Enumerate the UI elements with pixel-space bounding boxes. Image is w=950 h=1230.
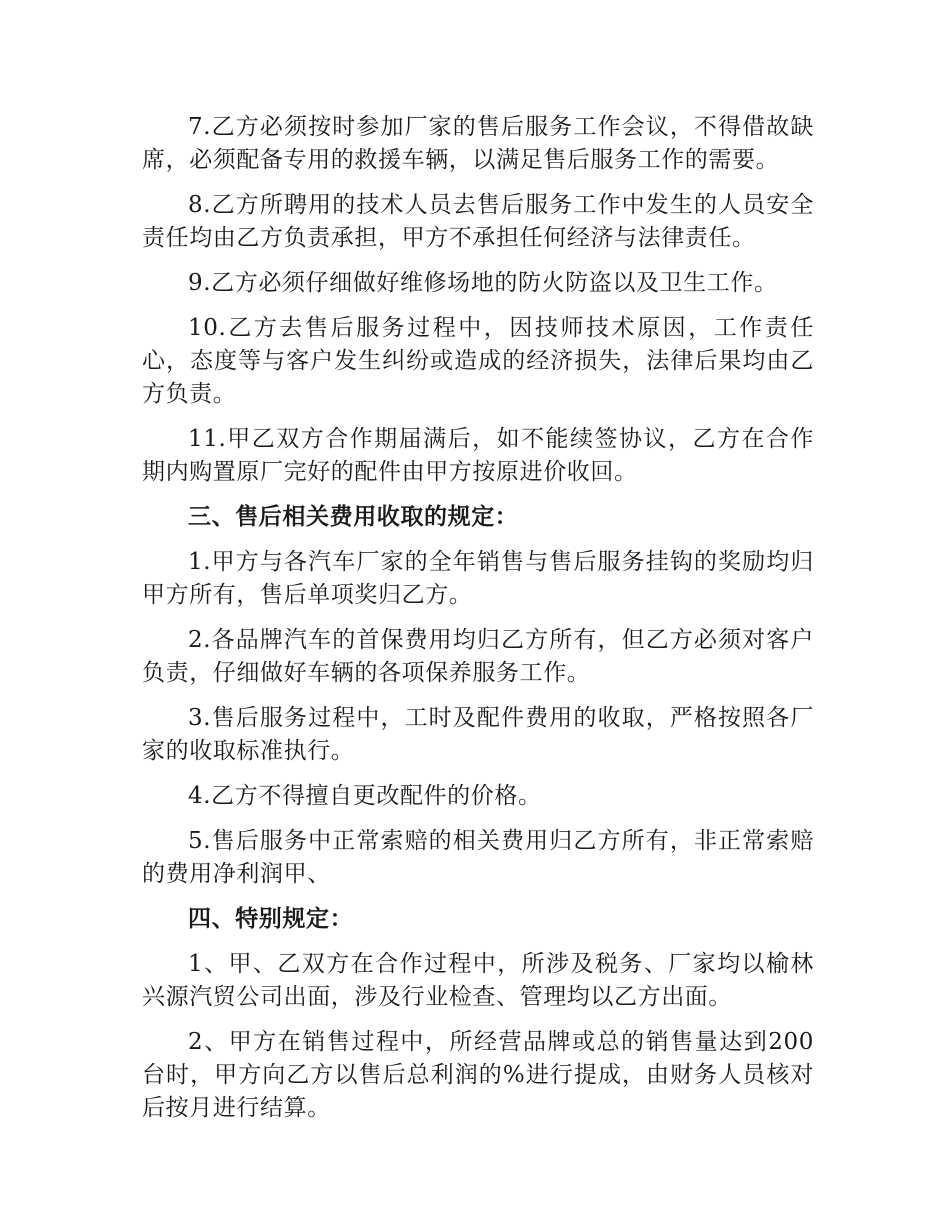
fee-clause-5: 5.售后服务中正常索赔的相关费用归乙方所有，非正常索赔的费用净利润甲、 xyxy=(142,828,814,887)
special-clause-1: 1、甲、乙双方在合作过程中，所涉及税务、厂家均以榆林兴源汽贸公司出面，涉及行业检查、管理均以乙方出面。 xyxy=(142,951,814,1010)
clause-10: 10.乙方去售后服务过程中，因技师技术原因，工作责任心，态度等与客户发生纠纷或造成的经济损失，法律后果均由乙方负责。 xyxy=(142,315,814,407)
fee-clause-1: 1.甲方与各汽车厂家的全年销售与售后服务挂钩的奖励均归甲方所有，售后单项奖归乙方。 xyxy=(142,549,814,608)
section-heading-fees: 三、售后相关费用收取的规定： xyxy=(188,504,519,530)
special-clause-2: 2、甲方在销售过程中，所经营品牌或总的销售量达到200台时，甲方向乙方以售后总利润的%进行提成，由财务人员核对后按月进行结算。 xyxy=(142,1029,814,1121)
section-heading-special: 四、特别规定： xyxy=(188,906,354,932)
fee-clause-3: 3.售后服务过程中，工时及配件费用的收取，严格按照各厂家的收取标准执行。 xyxy=(142,705,814,764)
document-body xyxy=(142,111,814,1137)
clause-8: 8.乙方所聘用的技术人员去售后服务工作中发生的人员安全责任均由乙方负责承担，甲方不承担任何经济与法律责任。 xyxy=(142,192,814,251)
clause-7: 7.乙方必须按时参加厂家的售后服务工作会议，不得借故缺席，必须配备专用的救援车辆，以满足售后服务工作的需要。 xyxy=(142,114,814,173)
fee-clause-4: 4.乙方不得擅自更改配件的价格。 xyxy=(188,783,542,809)
fee-clause-2: 2.各品牌汽车的首保费用均归乙方所有，但乙方必须对客户负责，仔细做好车辆的各项保养服务工作。 xyxy=(142,627,814,686)
clause-11: 11.甲乙双方合作期届满后，如不能续签协议，乙方在合作期内购置原厂完好的配件由甲方按原进价收回。 xyxy=(142,426,814,485)
clause-9: 9.乙方必须仔细做好维修场地的防火防盗以及卫生工作。 xyxy=(188,270,778,296)
